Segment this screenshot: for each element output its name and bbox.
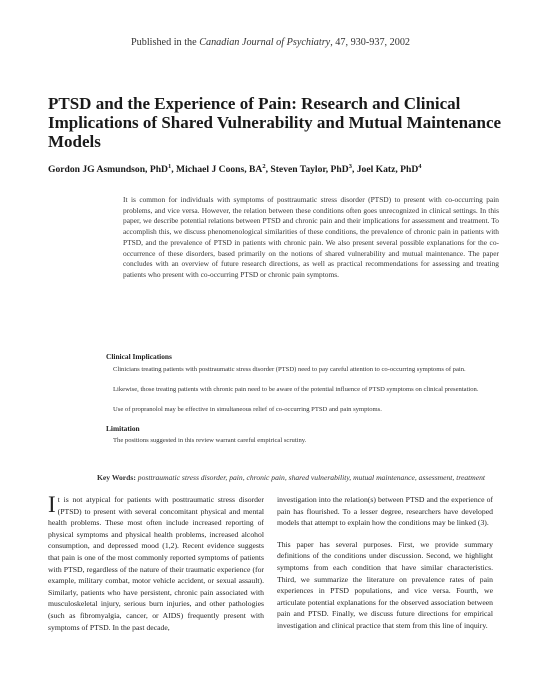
clinical-implication-item: Use of propranolol may be effective in simultaneous relief of co-occurring PTSD and pain symptoms. bbox=[113, 406, 382, 413]
author-list: Gordon JG Asmundson, PhD$^1$, Michael J Coons, $BA^2$, Steven Taylor, PhD$^3$, Joel Katz, PhD$^4$ bbox=[48, 163, 422, 176]
author-name: Michael J Coons, BA bbox=[176, 164, 263, 176]
journal-name: Canadian Journal of Psychiatry bbox=[199, 37, 331, 48]
limitation-item: The positions suggested in this review warrant careful empirical scrutiny. bbox=[113, 437, 307, 444]
clinical-implication-item: Clinicians treating patients with posttraumatic stress disorder (PTSD) need to pay careful attention to co-occurring symptoms of pain. bbox=[113, 366, 466, 373]
author-name: Joel Katz, PhD bbox=[356, 164, 419, 176]
body-column-right bbox=[277, 494, 493, 632]
body-column-left bbox=[48, 494, 264, 633]
author-name: Gordon JG Asmundson, PhD bbox=[48, 164, 168, 176]
clinical-implications-heading: Clinical Implications bbox=[106, 352, 172, 361]
clinical-implication-item: Likewise, those treating patients with chronic pain need to be aware of the potential influence of PTSD symptoms on clinical presentation. bbox=[113, 386, 479, 393]
author-name: Steven Taylor, PhD bbox=[270, 164, 349, 176]
limitation-heading: Limitation bbox=[106, 424, 140, 433]
keywords-label: Key Words: bbox=[97, 473, 136, 482]
abstract: It is common for individuals with symptoms of posttraumatic stress disorder (PTSD) to present with co-occurring pain problems, and vice versa. However, the relation between these conditions often goes unrecognized in clinical settings. In this paper, we describe potential relations between PTSD and chronic pain and their implications for assessment and treatment. To accomplish this, we discuss phenomenological similarities of these conditions, the prevalence of chronic pain in patients with PTSD, and the prevalence of PTSD in patients with chronic pain. We also present several possible explanations for the co-occurrence of these disorders, based primarily on the notions of shared vulnerability and mutual maintenance. The paper concludes with an overview of future research directions, as well as practical recommendations for assessing and treating patients who present with co-occurring PTSD or chronic pain symptoms. bbox=[123, 195, 499, 279]
published-prefix: Published in the bbox=[130, 37, 200, 48]
journal-citation-line bbox=[0, 37, 541, 48]
paper-title: PTSD and the Experience of Pain: Research and Clinical Implications of Shared Vulnerability and Mutual Maintenance Models bbox=[48, 94, 502, 151]
body-paragraph: This paper has several purposes. First, we provide summary definitions of the conditions under discussion. Second, we highlight symptoms from each condition that have similar characteristics. Third, we summarize the literature on prevalence rates of pain experiences in PTSD populations, and vice versa. Fourth, we articulate potential explanations for the observed association between pain and PTSD. Finally, we discuss future directions for empirical investigation and clinical practice that stem from this line of inquiry. bbox=[277, 539, 493, 630]
author-affiliation: 1 bbox=[167, 163, 172, 170]
body-paragraph-text: t is not atypical for patients with posttraumatic stress disorder (PTSD) to present with several concomitant physical and mental health problems. These most often include increased reporting of physical symptoms and physical health problems, increased alcohol consumption, and depressed mood (1,2). Recent evidence suggests that pain is one of the most commonly reported symptoms of patients with PTSD, regardless of the nature of their traumatic experience (for example, military combat, motor vehicle accident, or sexual assault). Similarly, patients who have persistent, chronic pain associated with musculoskeletal injury, serious burn injuries, and other pathologies (such as fibromyalgia, cancer, or AIDS) frequently present with symptoms of PTSD. In the past decade, bbox=[48, 495, 264, 632]
body-paragraph bbox=[48, 494, 264, 633]
author-affiliation: 2 bbox=[262, 163, 266, 170]
author-affiliation: 4 bbox=[418, 163, 422, 170]
keywords-text: posttraumatic stress disorder, pain, chronic pain, shared vulnerability, mutual maintenance, assessment, treatment bbox=[135, 473, 486, 482]
body-paragraph: investigation into the relation(s) between PTSD and the experience of pain has flourished. To a lesser degree, researchers have developed models that attempt to explain how the conditions may be linked (3). bbox=[277, 495, 493, 528]
keywords bbox=[97, 472, 497, 485]
citation-details: , 47, 930-937, 2002 bbox=[330, 37, 411, 48]
drop-cap: I bbox=[48, 492, 56, 517]
author-affiliation: 3 bbox=[348, 163, 352, 170]
